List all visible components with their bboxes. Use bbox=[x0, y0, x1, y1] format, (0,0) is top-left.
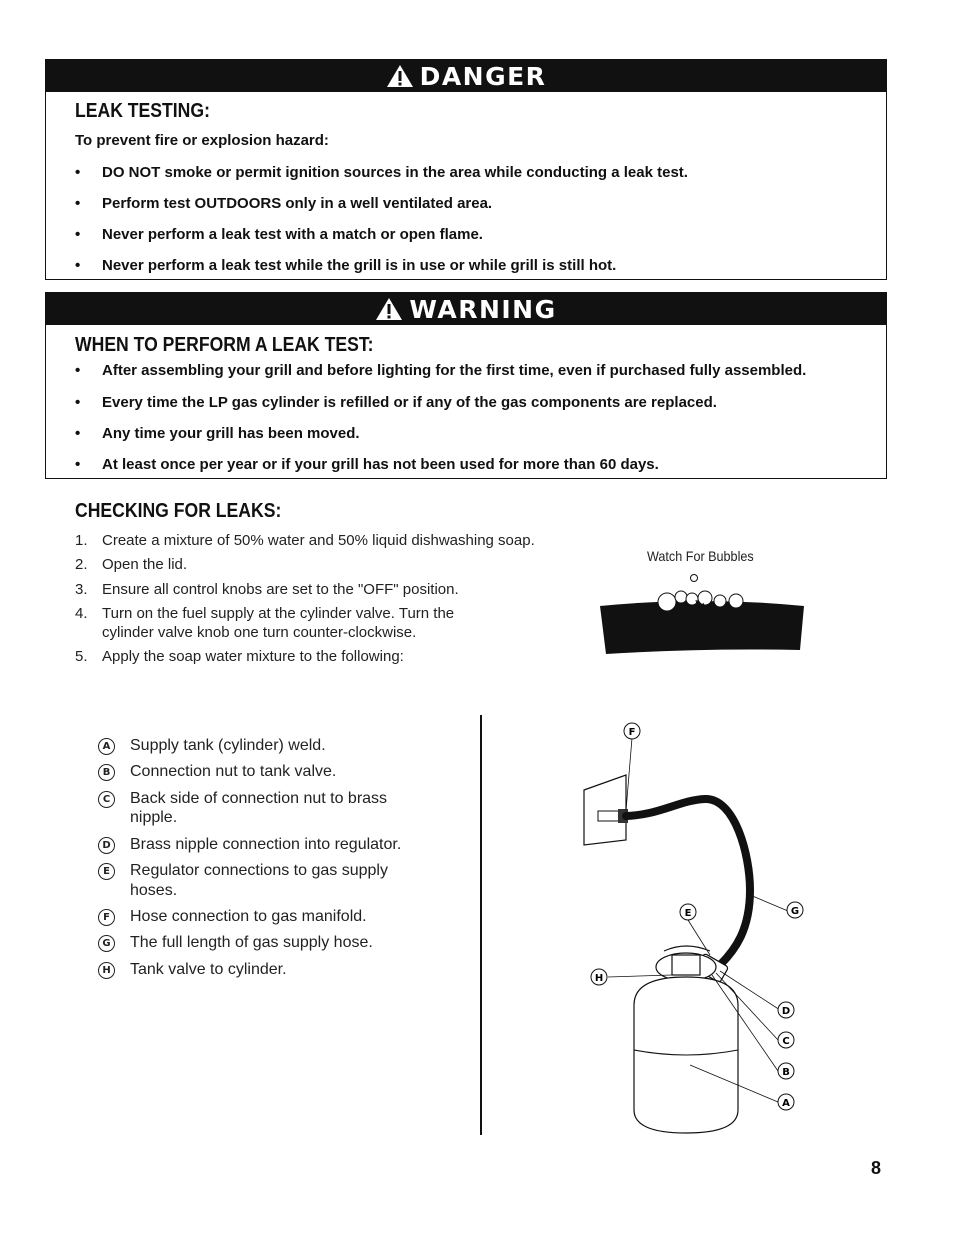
svg-text:F: F bbox=[628, 727, 636, 738]
page-number: 8 bbox=[871, 1158, 882, 1178]
checking-for-leaks-title: CHECKING FOR LEAKS: bbox=[75, 500, 282, 522]
letter-badge: C bbox=[98, 791, 115, 808]
svg-text:A: A bbox=[782, 1098, 790, 1109]
letter-badge: F bbox=[98, 909, 115, 926]
svg-text:E: E bbox=[684, 908, 692, 919]
diagram-label-d bbox=[778, 1002, 794, 1018]
diagram-label-b bbox=[778, 1063, 794, 1079]
svg-text:B: B bbox=[782, 1067, 790, 1078]
bubble-caption: Watch For Bubbles bbox=[647, 548, 754, 564]
svg-text:G: G bbox=[790, 906, 800, 917]
warning-triangle-icon bbox=[386, 64, 414, 88]
warning-header-text: WARNING bbox=[409, 294, 557, 324]
warning-box bbox=[45, 292, 887, 479]
soap-bubbles-illustration bbox=[592, 570, 812, 660]
letter-badge: G bbox=[98, 935, 115, 952]
letter-badge: B bbox=[98, 764, 115, 781]
diagram-label-g bbox=[787, 902, 803, 918]
leak-testing-title: LEAK TESTING: bbox=[75, 100, 210, 122]
svg-text:D: D bbox=[781, 1006, 791, 1017]
danger-header-text: DANGER bbox=[419, 61, 547, 91]
diagram-label-f bbox=[624, 723, 640, 739]
diagram-label-a bbox=[778, 1094, 794, 1110]
svg-text:C: C bbox=[782, 1036, 790, 1047]
letter-badge: E bbox=[98, 863, 115, 880]
letter-badge: D bbox=[98, 837, 115, 854]
letter-badge: H bbox=[98, 962, 115, 979]
warning-triangle-icon bbox=[375, 297, 403, 321]
warning-header bbox=[46, 293, 886, 325]
diagram-label-h bbox=[591, 969, 607, 985]
danger-header bbox=[46, 60, 886, 92]
diagram-label-c bbox=[778, 1032, 794, 1048]
gas-tank-diagram bbox=[560, 715, 820, 1135]
column-divider bbox=[480, 715, 482, 1135]
svg-text:H: H bbox=[594, 973, 604, 984]
diagram-label-e bbox=[680, 904, 696, 920]
danger-intro: To prevent fire or explosion hazard: bbox=[75, 132, 329, 149]
letter-badge: A bbox=[98, 738, 115, 755]
when-to-test-title: WHEN TO PERFORM A LEAK TEST: bbox=[75, 334, 374, 356]
